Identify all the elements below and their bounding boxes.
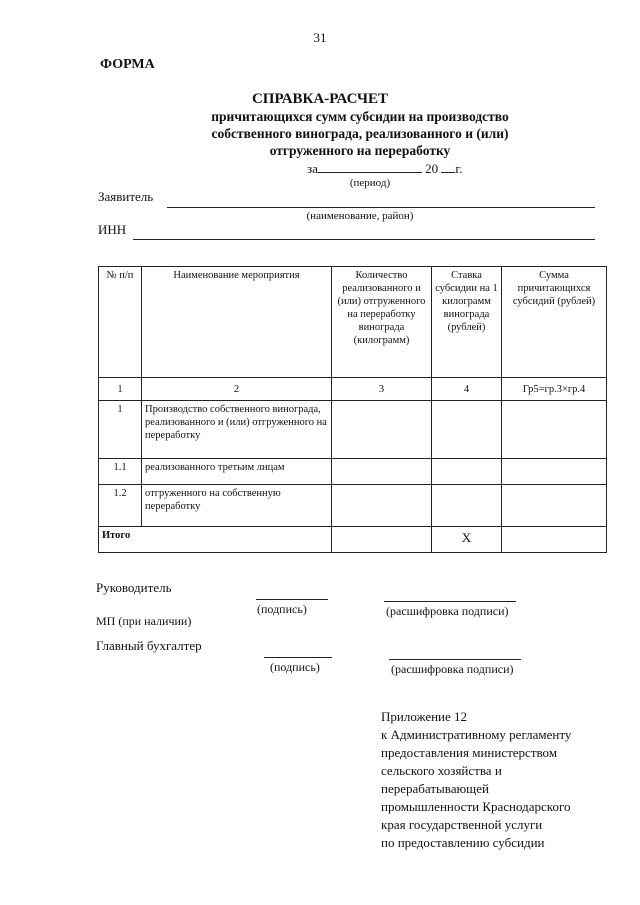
appendix-line: Приложение 12 [381, 709, 468, 724]
appendix-line: предоставления министерством [381, 745, 558, 760]
inn-line[interactable] [133, 239, 595, 240]
head-label: Руководитель [96, 580, 172, 595]
header-cell: Наименование мероприятия [142, 267, 332, 378]
column-number: 2 [142, 378, 332, 401]
accountant-signature-line[interactable] [264, 657, 332, 658]
head-decode-caption: (расшифровка подписи) [386, 604, 509, 618]
table-row [99, 459, 607, 485]
period-caption: (период) [349, 177, 391, 189]
period-year-blank[interactable] [441, 159, 455, 173]
head-decode-line[interactable] [384, 601, 516, 602]
accountant-label: Главный бухгалтер [96, 638, 202, 653]
applicant-caption: (наименование, район) [306, 210, 414, 222]
total-label: Итого [99, 527, 332, 553]
column-number: 1 [99, 378, 142, 401]
accountant-decode-caption: (расшифровка подписи) [391, 662, 514, 676]
total-rate-mark: Х [432, 527, 502, 553]
form-label: ФОРМА [100, 57, 155, 72]
column-number: 4 [432, 378, 502, 401]
row-number: 1 [99, 401, 142, 459]
accountant-decode-line[interactable] [389, 659, 521, 660]
appendix-line: края государственной услуги [381, 817, 543, 832]
header-cell: Сумма причитающихся субсидий (рублей) [502, 267, 607, 378]
table-row [99, 485, 607, 527]
row-rate-cell[interactable] [432, 401, 502, 459]
row-qty-cell[interactable] [332, 401, 432, 459]
document-subtitle [150, 108, 570, 159]
total-qty-cell[interactable] [332, 527, 432, 553]
appendix-line: сельского хозяйства и [381, 763, 502, 778]
subtitle-line: собственного винограда, реализованного и (или) [211, 126, 509, 141]
appendix-line: промышленности Краснодарского [381, 799, 571, 814]
row-sum-cell[interactable] [502, 459, 607, 485]
period-year-suffix: г. [455, 161, 463, 176]
appendix-line: перерабатывающей [381, 781, 489, 796]
header-cell: Количество реализованного и (или) отгруженного на переработку винограда (килограмм) [332, 267, 432, 378]
row-name: отгруженного на собственную переработку [142, 485, 332, 527]
head-signature-caption: (подпись) [257, 602, 307, 616]
subtitle-line: причитающихся сумм субсидии на производство [211, 109, 509, 124]
column-number-row [99, 378, 607, 401]
row-qty-cell[interactable] [332, 459, 432, 485]
period-year-prefix: 20 [425, 161, 439, 176]
period-blank[interactable] [318, 159, 422, 173]
document-title: СПРАВКА-РАСЧЕТ [251, 91, 389, 107]
row-sum-cell[interactable] [502, 485, 607, 527]
column-number: Гр5=гр.3×гр.4 [502, 378, 607, 401]
header-cell: Ставка субсидии на 1 килограмм винограда (рублей) [432, 267, 502, 378]
header-cell: № п/п [99, 267, 142, 378]
appendix-line: к Административному регламенту [381, 727, 572, 742]
total-row [99, 527, 607, 553]
total-sum-cell[interactable] [502, 527, 607, 553]
accountant-signature-caption: (подпись) [270, 660, 320, 674]
applicant-label: Заявитель [98, 189, 154, 204]
period-prefix: за [307, 161, 318, 176]
row-name: реализованного третьим лицам [142, 459, 332, 485]
appendix-line: по предоставлению субсидии [381, 835, 545, 850]
row-number: 1.1 [99, 459, 142, 485]
period-field[interactable] [307, 159, 463, 177]
subtitle-line: отгруженного на переработку [269, 143, 451, 158]
page-number: 31 [313, 30, 327, 45]
row-number: 1.2 [99, 485, 142, 527]
applicant-line[interactable] [167, 207, 595, 208]
column-number: 3 [332, 378, 432, 401]
table-header-row [99, 267, 607, 378]
subsidy-table [98, 266, 607, 553]
row-qty-cell[interactable] [332, 485, 432, 527]
row-name: Производство собственного винограда, реализованного и (или) отгруженного на переработку [142, 401, 332, 459]
stamp-label: МП (при наличии) [96, 614, 192, 628]
row-sum-cell[interactable] [502, 401, 607, 459]
inn-label: ИНН [98, 222, 127, 237]
row-rate-cell[interactable] [432, 459, 502, 485]
appendix-note [381, 708, 571, 852]
table-row [99, 401, 607, 459]
row-rate-cell[interactable] [432, 485, 502, 527]
head-signature-line[interactable] [256, 599, 328, 600]
